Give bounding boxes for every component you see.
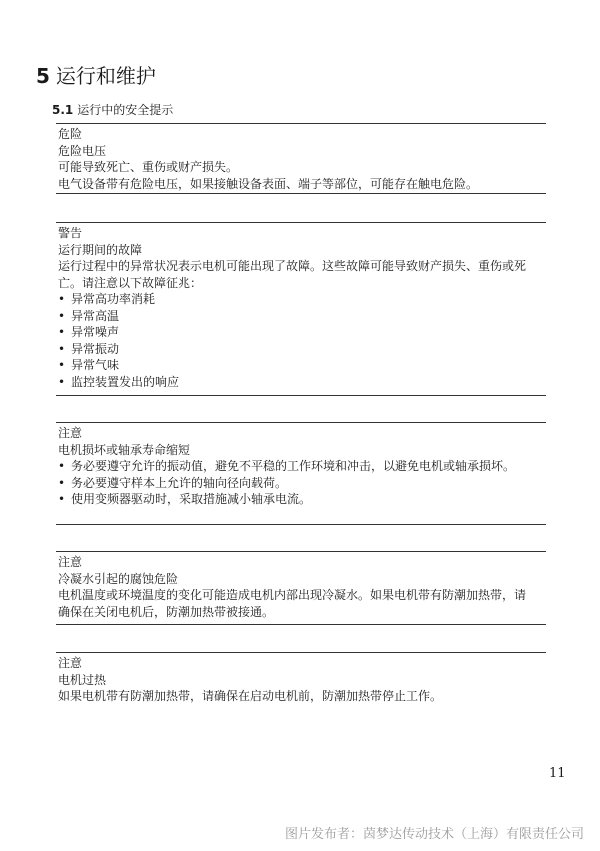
notice-text-line: 如果电机带有防潮加热带，请确保在启动电机前，防潮加热带停止工作。 — [58, 689, 443, 703]
notice-title: 危险电压 — [58, 143, 107, 158]
list-item: • 异常振动 — [58, 341, 120, 356]
notice-bottom-rule — [56, 624, 546, 625]
section-number: 5.1 — [52, 103, 74, 117]
section-heading — [52, 101, 173, 119]
notice-title: 运行期间的故障 — [58, 242, 143, 257]
notice-body — [56, 124, 546, 192]
bearing-precaution-list — [58, 458, 528, 508]
notice-body — [56, 423, 546, 508]
chapter-title: 运行和维护 — [55, 64, 156, 88]
notice-bottom-rule — [56, 395, 546, 396]
list-item: • 务必要遵守样本上允许的轴向径向载荷。 — [58, 475, 288, 490]
list-item: • 使用变频器驱动时，采取措施减小轴承电流。 — [58, 492, 312, 506]
notice-text-line: 电机温度或环境温度的变化可能造成电机内部出现冷凝水。如果电机带有防潮加热带，请确保在关闭电机后，防潮加热带被接通。 — [58, 588, 527, 619]
notice-body — [56, 552, 546, 620]
caution-notice-bearing — [56, 422, 546, 508]
notice-signal-word: 注意 — [58, 426, 83, 440]
warning-notice — [56, 222, 546, 390]
notice-signal-word: 注意 — [58, 555, 83, 569]
notice-signal-word: 警告 — [58, 226, 83, 240]
notice-text-line: 运行过程中的异常状况表示电机可能出现了故障。这些故障可能导致财产损失、重伤或死亡。请注意以下故障征兆： — [58, 259, 527, 290]
notice-text-line: 可能导致死亡、重伤或财产损失。 — [58, 160, 239, 174]
list-item: • 异常噪声 — [58, 325, 120, 339]
list-item: • 异常气味 — [58, 358, 120, 372]
notice-signal-word: 危险 — [58, 127, 83, 141]
list-item: • 异常高温 — [58, 308, 120, 323]
fault-symptom-list — [58, 291, 544, 390]
notice-bottom-rule — [56, 193, 546, 194]
page-number: 11 — [549, 766, 566, 781]
list-item: • 异常高功率消耗 — [58, 292, 156, 306]
publisher-watermark: 图片发布者：茵梦达传动技术（上海）有限责任公司 — [284, 827, 584, 842]
notice-body — [56, 653, 546, 705]
notice-text-line: 电气设备带有危险电压，如果接触设备表面、端子等部位，可能存在触电危险。 — [58, 176, 479, 191]
caution-notice-condensation — [56, 551, 546, 620]
danger-notice — [56, 123, 546, 192]
list-item: • 监控装置发出的响应 — [58, 374, 180, 389]
notice-signal-word: 注意 — [58, 656, 83, 670]
notice-body — [56, 223, 546, 390]
notice-title: 冷凝水引起的腐蚀危险 — [58, 571, 179, 586]
chapter-heading — [36, 62, 156, 90]
notice-bottom-rule — [56, 524, 546, 525]
chapter-number: 5 — [36, 64, 50, 88]
section-title: 运行中的安全提示 — [77, 103, 174, 117]
list-item: • 务必要遵守允许的振动值，避免不平稳的工作环境和冲击，以避免电机或轴承损坏。 — [58, 459, 516, 473]
notice-title: 电机损坏或轴承寿命缩短 — [58, 442, 191, 457]
caution-notice-overheat — [56, 652, 546, 705]
notice-title: 电机过热 — [58, 672, 107, 687]
